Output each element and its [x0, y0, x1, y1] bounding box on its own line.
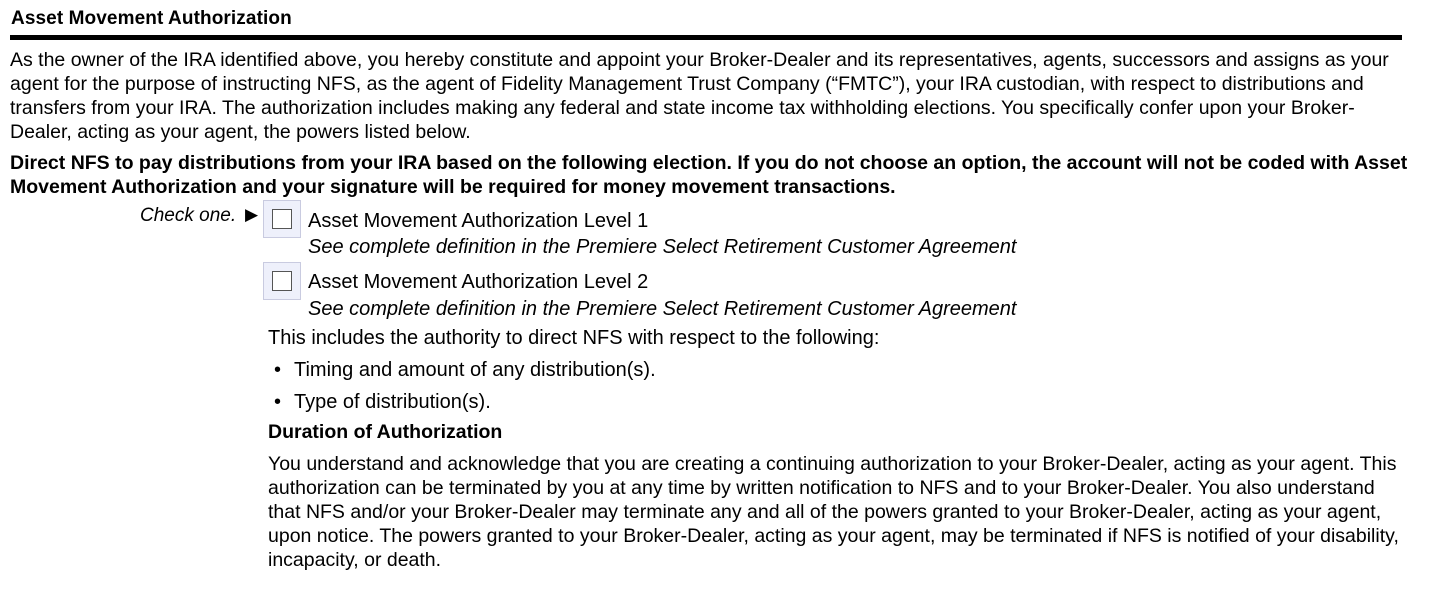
bullet-icon: •: [274, 391, 282, 413]
level-2-label: Asset Movement Authorization Level 2: [308, 271, 649, 293]
right-arrow-icon: ▶: [245, 205, 259, 224]
level-1-checkbox[interactable]: [263, 200, 301, 238]
duration-paragraph: You understand and acknowledge that you are creating a continuing authorization to your Broker-Dealer, acting as your agent. This authorization can be terminated by you at any time by written notification to NFS and to your Broker-Dealer. You also understand that NFS and/or your Broker-Dealer may terminate any and all of the powers granted to your Broker-Dealer, acting as your agent, upon notice. The powers granted to your Broker-Dealer, acting as your agent, may be terminated if NFS is notified of your disability, incapacity, or death.: [268, 453, 1399, 571]
level-1-label: Asset Movement Authorization Level 1: [308, 210, 649, 232]
list-item: [274, 391, 491, 414]
level-2-definition-note: See complete definition in the Premiere Select Retirement Customer Agreement: [308, 298, 1017, 320]
list-item-text: Timing and amount of any distribution(s).: [294, 359, 656, 381]
duration-heading: Duration of Authorization: [268, 421, 503, 443]
check-one-label: Check one.: [140, 205, 237, 226]
direct-instruction: Direct NFS to pay distributions from your IRA based on the following election. If you do not choose an option, the account will not be coded with Asset Movement Authorization and your signature will be required for money movement transactions.: [10, 152, 1408, 198]
bullet-icon: •: [274, 359, 282, 381]
list-item: [274, 359, 656, 382]
authority-intro: This includes the authority to direct NFS with respect to the following:: [268, 327, 880, 349]
checkbox-square-icon: [272, 271, 292, 291]
level-1-definition-note: See complete definition in the Premiere Select Retirement Customer Agreement: [308, 236, 1017, 258]
section-title: Asset Movement Authorization: [11, 8, 292, 29]
intro-paragraph: As the owner of the IRA identified above, you hereby constitute and appoint your Broker-Dealer and its representatives, agents, successors and assigns as your agent for the purpose of instructing NFS, as the agent of Fidelity Management Trust Company (“FMTC”), your IRA custodian, with respect to distributions and transfers from your IRA. The authorization includes making any federal and state income tax withholding elections. You specifically confer upon your Broker-Dealer, acting as your agent, the powers listed below.: [10, 49, 1389, 143]
level-2-checkbox[interactable]: [263, 262, 301, 300]
checkbox-square-icon: [272, 209, 292, 229]
title-divider: [10, 35, 1402, 40]
list-item-text: Type of distribution(s).: [294, 391, 491, 413]
